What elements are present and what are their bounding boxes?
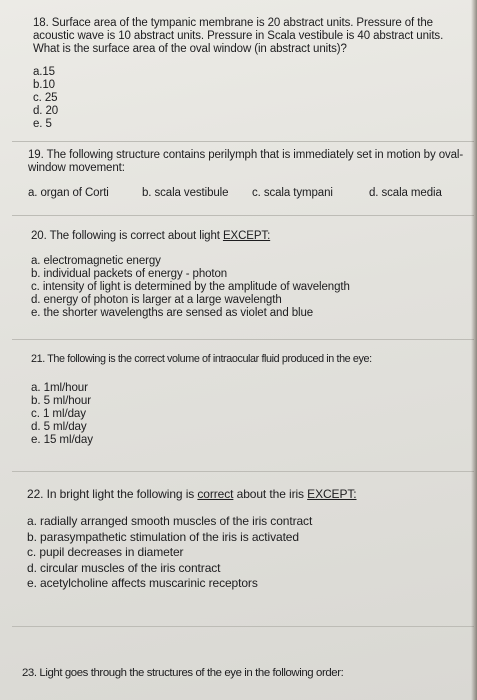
option-22-e: e. acetylcholine affects muscarinic receptors bbox=[27, 576, 258, 590]
option-18-c: c. 25 bbox=[33, 92, 58, 104]
question-20 bbox=[31, 230, 471, 320]
question-18-stem: 18. Surface area of the tympanic membrane is 20 abstract units. Pressure of the acoustic wave is 10 abstract units. Pressure in Scala vestibule is 40 abstract units. What is the surface area of the oval window (in abstract units)? bbox=[33, 17, 444, 55]
question-20-stem bbox=[31, 230, 471, 243]
option-22-d: d. circular muscles of the iris contract bbox=[27, 560, 221, 575]
divider bbox=[12, 141, 474, 142]
option-19-a: a. organ of Corti bbox=[28, 187, 109, 199]
except-emphasis: EXCEPT: bbox=[222, 230, 271, 242]
option-18-e: e. 5 bbox=[33, 118, 52, 130]
question-23-stem: 23. Light goes through the structures of the eye in the following order: bbox=[22, 667, 344, 679]
question-20-options bbox=[31, 255, 471, 320]
option-19-c: c. scala tympani bbox=[252, 187, 333, 199]
except-emphasis: EXCEPT: bbox=[307, 487, 357, 501]
divider bbox=[12, 339, 474, 340]
option-21-d: d. 5 ml/day bbox=[31, 420, 87, 433]
question-22-stem-middle: about the iris bbox=[233, 487, 308, 501]
option-18-b: b.10 bbox=[33, 79, 55, 91]
question-23 bbox=[22, 667, 472, 680]
option-19-d: d. scala media bbox=[369, 187, 442, 199]
divider bbox=[12, 215, 474, 216]
question-22-stem bbox=[27, 488, 473, 501]
page-edge-shadow bbox=[471, 0, 477, 700]
question-21-stem: 21. The following is the correct volume of intraocular fluid produced in the eye: bbox=[31, 353, 372, 365]
divider bbox=[12, 471, 474, 472]
option-20-d: d. energy of photon is larger at a large wavelength bbox=[31, 294, 282, 306]
option-22-a: a. radially arranged smooth muscles of the iris contract bbox=[27, 514, 313, 528]
question-20-stem-text: 20. The following is correct about light bbox=[31, 230, 223, 242]
question-19-options bbox=[28, 187, 474, 200]
question-19-stem: 19. The following structure contains perilymph that is immediately set in motion by oval-window movement: bbox=[28, 149, 464, 174]
divider bbox=[12, 626, 474, 627]
option-20-e: e. the shorter wavelengths are sensed as violet and blue bbox=[31, 307, 314, 319]
option-19-b: b. scala vestibule bbox=[142, 187, 229, 199]
question-21-options bbox=[31, 381, 471, 446]
option-21-c: c. 1 ml/day bbox=[31, 407, 86, 420]
option-21-a: a. 1ml/hour bbox=[31, 381, 88, 394]
option-22-b: b. parasympathetic stimulation of the iris is activated bbox=[27, 529, 299, 544]
option-20-c: c. intensity of light is determined by the amplitude of wavelength bbox=[31, 281, 350, 293]
correct-emphasis: correct bbox=[197, 487, 234, 501]
option-21-b: b. 5 ml/hour bbox=[31, 394, 92, 407]
question-21 bbox=[31, 353, 471, 446]
question-22 bbox=[27, 488, 473, 592]
option-18-a: a.15 bbox=[33, 66, 55, 78]
question-22-options bbox=[27, 514, 473, 592]
option-20-a: a. electromagnetic energy bbox=[31, 255, 161, 267]
option-21-e: e. 15 ml/day bbox=[31, 433, 93, 446]
option-22-c: c. pupil decreases in diameter bbox=[27, 545, 184, 559]
question-19 bbox=[28, 149, 474, 200]
option-20-b: b. individual packets of energy - photon bbox=[31, 268, 228, 280]
option-18-d: d. 20 bbox=[33, 105, 59, 117]
question-18-options bbox=[33, 66, 471, 131]
question-18 bbox=[33, 17, 471, 131]
question-22-stem-text: 22. In bright light the following is bbox=[27, 487, 198, 501]
